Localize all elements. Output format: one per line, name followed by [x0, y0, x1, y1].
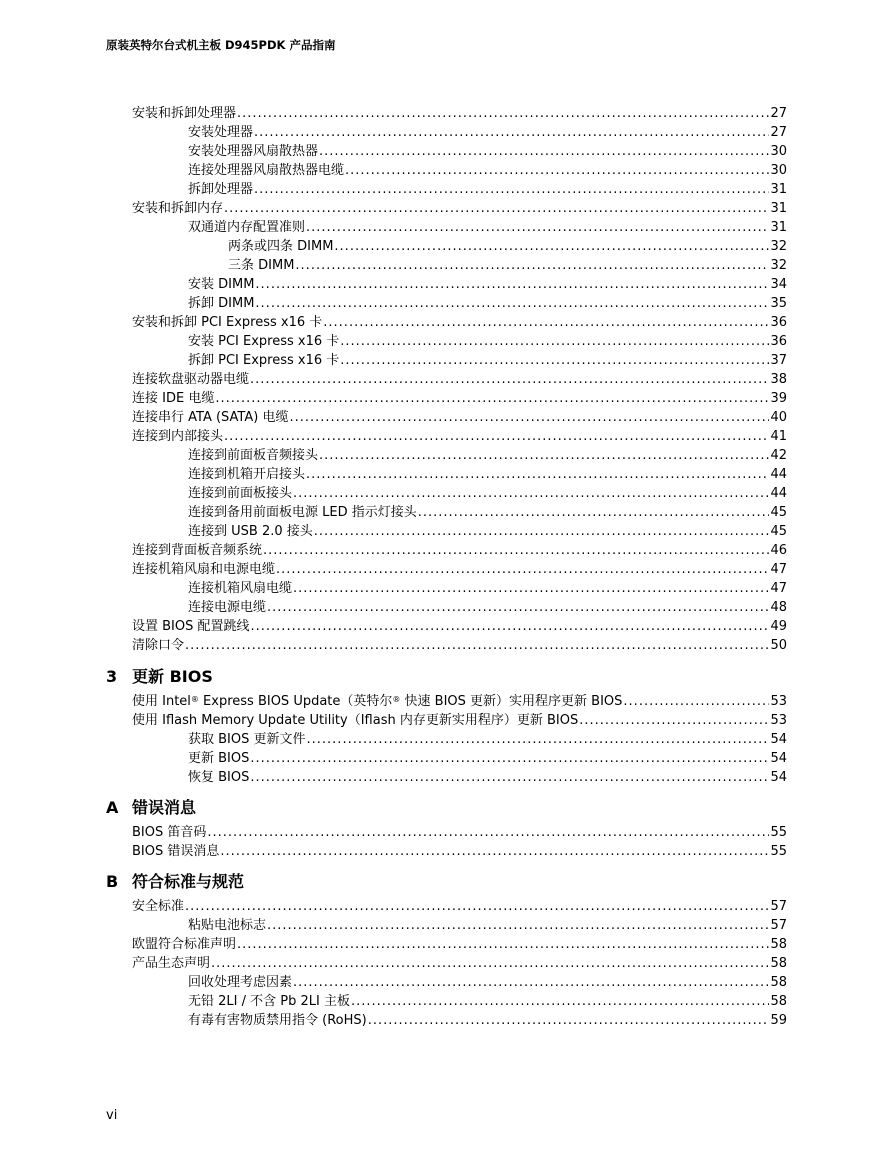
toc-entry[interactable]: [0, 161, 893, 180]
chapter-number: B: [106, 872, 119, 891]
dot-leader: [295, 256, 769, 275]
table-of-contents: [0, 104, 893, 1030]
dot-leader: [334, 237, 769, 256]
dot-leader: [185, 897, 769, 916]
toc-page-number: 49: [770, 619, 787, 634]
toc-page-number: 27: [770, 106, 787, 121]
toc-entry-text: 安装和拆卸 PCI Express x16 卡: [132, 315, 323, 330]
dot-leader: [215, 389, 769, 408]
dot-leader: [351, 992, 769, 1011]
toc-page-number: 58: [770, 937, 787, 952]
toc-entry-text: 设置 BIOS 配置跳线: [132, 619, 250, 634]
toc-entry-text: 安装和拆卸内存: [132, 201, 224, 216]
toc-entry[interactable]: [0, 823, 893, 842]
toc-section-installation: [0, 104, 893, 655]
toc-entry[interactable]: [0, 218, 893, 237]
toc-entry-text: 清除口令: [132, 638, 185, 653]
dot-leader: [418, 503, 770, 522]
toc-entry[interactable]: [0, 275, 893, 294]
toc-entry-text: 恢复 BIOS: [188, 770, 250, 785]
toc-entry-text: 使用 Iflash Memory Update Utility（Iflash 内存更新实用程序）更新 BIOS: [132, 713, 579, 728]
toc-section-bios: [0, 692, 893, 787]
toc-entry[interactable]: [0, 916, 893, 935]
dot-leader: [306, 218, 769, 237]
toc-entry-text: 安装处理器风扇散热器: [188, 144, 319, 159]
toc-entry-text: 粘贴电池标志: [188, 918, 267, 933]
dot-leader: [623, 692, 769, 711]
toc-entry-text: 安全标准: [132, 899, 185, 914]
toc-entry-text: 连接软盘驱动器电缆: [132, 372, 250, 387]
toc-entry-text: 连接串行 ATA (SATA) 电缆: [132, 410, 289, 425]
toc-entry-text: 三条 DIMM: [228, 258, 295, 273]
toc-entry-text: 安装和拆卸处理器: [132, 106, 237, 121]
toc-entry-text: 连接到 USB 2.0 接头: [188, 524, 313, 539]
toc-entry[interactable]: [0, 749, 893, 768]
dot-leader: [207, 823, 769, 842]
toc-page-number: 40: [770, 410, 787, 425]
toc-page-number: 54: [770, 751, 787, 766]
toc-entry-text: 连接到机箱开启接头: [188, 467, 306, 482]
dot-leader: [254, 123, 769, 142]
toc-entry-text: 拆卸处理器: [188, 182, 254, 197]
dot-leader: [307, 730, 770, 749]
toc-entry[interactable]: [0, 730, 893, 749]
toc-entry[interactable]: [0, 237, 893, 256]
chapter-heading-3: [0, 662, 893, 692]
toc-entry[interactable]: [0, 636, 893, 655]
toc-page-number: 50: [770, 638, 787, 653]
toc-entry[interactable]: [0, 503, 893, 522]
toc-entry-text: 更新 BIOS: [188, 751, 250, 766]
chapter-heading-b: [0, 867, 893, 897]
toc-entry[interactable]: [0, 692, 893, 711]
dot-leader: [220, 842, 769, 861]
chapter-number: 3: [106, 667, 118, 686]
toc-page-number: 55: [770, 844, 787, 859]
dot-leader: [224, 427, 769, 446]
toc-entry-text: 回收处理考虑因素: [188, 975, 293, 990]
toc-entry-text: BIOS 笛音码: [132, 825, 207, 840]
toc-entry[interactable]: [0, 617, 893, 636]
dot-leader: [289, 408, 769, 427]
dot-leader: [250, 749, 769, 768]
toc-page-number: 47: [770, 562, 787, 577]
toc-entry-text: 连接电源电缆: [188, 600, 267, 615]
toc-entry-text: 双通道内存配置准则: [188, 220, 306, 235]
toc-page-number: 54: [770, 732, 787, 747]
dot-leader: [319, 142, 769, 161]
toc-entry[interactable]: [0, 560, 893, 579]
toc-page-number: 39: [770, 391, 787, 406]
toc-entry[interactable]: [0, 465, 893, 484]
toc-page-number: 38: [770, 372, 787, 387]
toc-page-number: 55: [770, 825, 787, 840]
toc-page-number: 31: [770, 220, 787, 235]
toc-entry-text: 有毒有害物质禁用指令 (RoHS): [188, 1013, 367, 1028]
dot-leader: [263, 541, 769, 560]
toc-entry-text: 安装处理器: [188, 125, 254, 140]
dot-leader: [340, 332, 769, 351]
toc-entry-text: 连接到内部接头: [132, 429, 224, 444]
chapter-heading-a: [0, 793, 893, 823]
dot-leader: [185, 636, 769, 655]
toc-entry[interactable]: [0, 389, 893, 408]
toc-entry[interactable]: [0, 768, 893, 787]
toc-page-number: 44: [770, 467, 787, 482]
toc-entry[interactable]: [0, 954, 893, 973]
toc-page-number: 30: [770, 163, 787, 178]
dot-leader: [250, 768, 769, 787]
toc-entry-text: 拆卸 DIMM: [188, 296, 255, 311]
chapter-number: A: [106, 798, 119, 817]
dot-leader: [267, 598, 769, 617]
toc-page-number: 58: [770, 975, 787, 990]
toc-page-number: 57: [770, 899, 787, 914]
dot-leader: [293, 484, 769, 503]
toc-page-number: 53: [770, 713, 787, 728]
toc-page-number: 46: [770, 543, 787, 558]
toc-entry[interactable]: [0, 427, 893, 446]
toc-entry[interactable]: [0, 522, 893, 541]
toc-page-number: 30: [770, 144, 787, 159]
toc-entry-text: 获取 BIOS 更新文件: [188, 732, 306, 747]
toc-entry[interactable]: [0, 332, 893, 351]
toc-entry[interactable]: [0, 180, 893, 199]
toc-entry[interactable]: [0, 142, 893, 161]
page-header: 原装英特尔台式机主板 D945PDK 产品指南: [106, 38, 336, 52]
dot-leader: [368, 1011, 770, 1030]
toc-entry-text: 连接到前面板音频接头: [188, 448, 319, 463]
toc-page-number: 57: [770, 918, 787, 933]
toc-entry[interactable]: [0, 123, 893, 142]
toc-entry-text: 拆卸 PCI Express x16 卡: [188, 353, 340, 368]
toc-entry-text: 安装 DIMM: [188, 277, 255, 292]
toc-entry[interactable]: [0, 935, 893, 954]
toc-entry[interactable]: [0, 842, 893, 861]
toc-page-number: 32: [770, 239, 787, 254]
toc-page-number: 48: [770, 600, 787, 615]
toc-entry-text: 连接 IDE 电缆: [132, 391, 215, 406]
toc-page-number: 54: [770, 770, 787, 785]
toc-section-compliance: [0, 897, 893, 1030]
toc-page-number: 45: [770, 505, 787, 520]
page-number-footer: vi: [106, 1108, 118, 1123]
chapter-title: 符合标准与规范: [132, 872, 245, 891]
toc-entry-text: 欧盟符合标准声明: [132, 937, 237, 952]
toc-entry[interactable]: [0, 897, 893, 916]
dot-leader: [251, 617, 770, 636]
dot-leader: [276, 560, 769, 579]
toc-entry[interactable]: [0, 104, 893, 123]
toc-page-number: 31: [770, 201, 787, 216]
toc-entry-text: 连接处理器风扇散热器电缆: [188, 163, 345, 178]
toc-entry[interactable]: [0, 294, 893, 313]
toc-page-number: 58: [770, 956, 787, 971]
dot-leader: [237, 935, 769, 954]
toc-entry[interactable]: [0, 484, 893, 503]
dot-leader: [224, 199, 769, 218]
toc-page-number: 59: [770, 1013, 787, 1028]
toc-entry[interactable]: [0, 351, 893, 370]
toc-entry-text: BIOS 错误消息: [132, 844, 220, 859]
toc-entry-text: 连接到备用前面板电源 LED 指示灯接头: [188, 505, 417, 520]
toc-entry[interactable]: [0, 711, 893, 730]
toc-page-number: 58: [770, 994, 787, 1009]
toc-page-number: 36: [770, 334, 787, 349]
toc-entry-text: 两条或四条 DIMM: [228, 239, 334, 254]
dot-leader: [254, 180, 769, 199]
toc-entry[interactable]: [0, 992, 893, 1011]
toc-entry-text: 连接机箱风扇和电源电缆: [132, 562, 276, 577]
toc-entry[interactable]: [0, 256, 893, 275]
toc-entry-text: 连接到背面板音频系统: [132, 543, 263, 558]
toc-entry[interactable]: [0, 370, 893, 389]
toc-page-number: 32: [770, 258, 787, 273]
dot-leader: [255, 275, 769, 294]
dot-leader: [293, 973, 769, 992]
dot-leader: [255, 294, 769, 313]
toc-entry-text: 安装 PCI Express x16 卡: [188, 334, 340, 349]
toc-entry[interactable]: [0, 446, 893, 465]
toc-page-number: 53: [770, 694, 787, 709]
dot-leader: [579, 711, 769, 730]
toc-entry-text: 无铅 2LI / 不含 Pb 2LI 主板: [188, 994, 350, 1009]
toc-entry[interactable]: [0, 313, 893, 332]
dot-leader: [340, 351, 769, 370]
toc-page-number: 42: [770, 448, 787, 463]
toc-page-number: 27: [770, 125, 787, 140]
dot-leader: [314, 522, 770, 541]
chapter-title: 错误消息: [132, 798, 197, 817]
toc-page-number: 31: [770, 182, 787, 197]
toc-entry[interactable]: [0, 579, 893, 598]
dot-leader: [237, 104, 769, 123]
toc-page-number: 34: [770, 277, 787, 292]
toc-entry[interactable]: [0, 541, 893, 560]
toc-entry-text: 连接到前面板接头: [188, 486, 293, 501]
chapter-title: 更新 BIOS: [132, 667, 213, 686]
toc-page-number: 35: [770, 296, 787, 311]
dot-leader: [323, 313, 769, 332]
toc-page-number: 44: [770, 486, 787, 501]
toc-entry-text: 产品生态声明: [132, 956, 211, 971]
toc-entry-text: 使用 Intel® Express BIOS Update（英特尔® 快速 BIOS 更新）实用程序更新 BIOS: [132, 694, 623, 709]
dot-leader: [319, 446, 769, 465]
toc-entry-text: 连接机箱风扇电缆: [188, 581, 293, 596]
toc-page-number: 36: [770, 315, 787, 330]
dot-leader: [345, 161, 769, 180]
toc-entry[interactable]: [0, 199, 893, 218]
dot-leader: [211, 954, 769, 973]
toc-entry[interactable]: [0, 408, 893, 427]
toc-entry[interactable]: [0, 1011, 893, 1030]
toc-entry[interactable]: [0, 598, 893, 617]
toc-entry[interactable]: [0, 973, 893, 992]
toc-page-number: 45: [770, 524, 787, 539]
dot-leader: [267, 916, 769, 935]
toc-section-error-messages: [0, 823, 893, 861]
toc-page-number: 47: [770, 581, 787, 596]
toc-page-number: 37: [770, 353, 787, 368]
toc-page-number: 41: [770, 429, 787, 444]
dot-leader: [306, 465, 769, 484]
dot-leader: [293, 579, 769, 598]
dot-leader: [250, 370, 769, 389]
